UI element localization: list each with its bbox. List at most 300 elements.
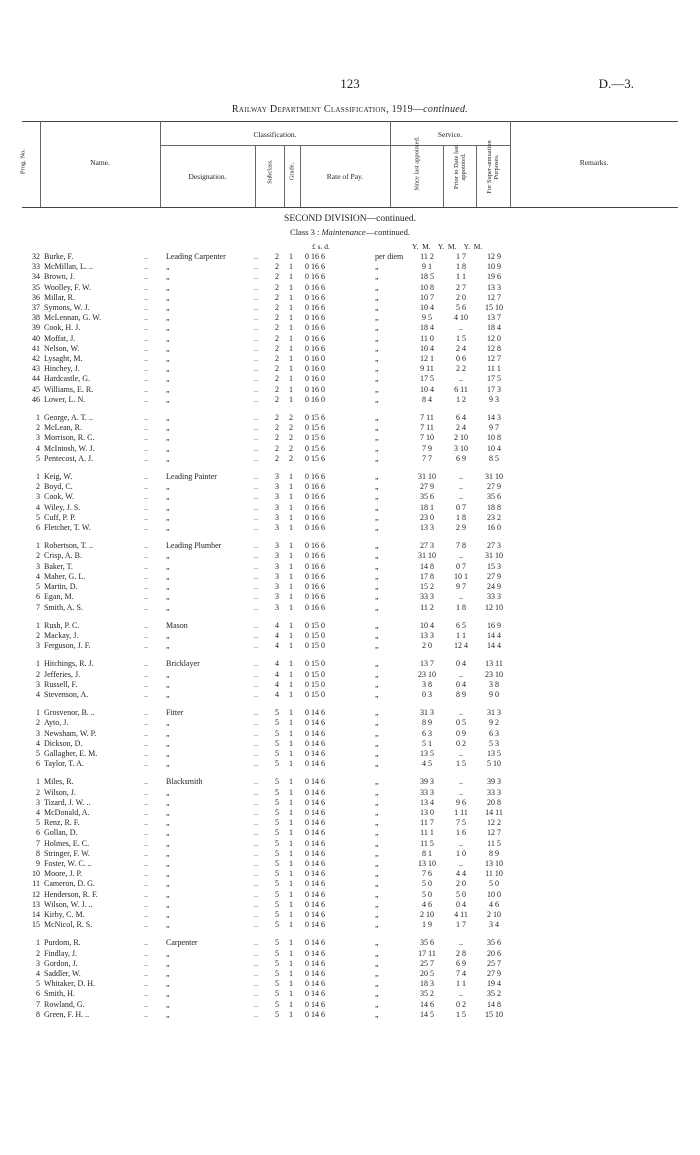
leader-dots: .. — [144, 979, 148, 989]
service-since-last: 18 3 — [420, 979, 434, 989]
designation: „ — [166, 999, 170, 1009]
leader-dots: .. — [254, 777, 258, 787]
prog-no: 4 — [36, 502, 40, 512]
table-row — [22, 252, 511, 262]
service-prior: 10 1 — [454, 571, 468, 581]
class-heading — [0, 227, 700, 237]
subclass: 2 — [275, 343, 279, 353]
leader-dots: .. — [254, 620, 258, 630]
leader-dots: .. — [144, 502, 148, 512]
grade: 1 — [289, 502, 293, 512]
employee-name: Renz, R. F. — [44, 818, 80, 828]
leader-dots: .. — [144, 394, 148, 404]
designation: „ — [166, 561, 170, 571]
grade: 2 — [289, 423, 293, 433]
rate-of-pay: 0 16 6 — [305, 303, 325, 313]
service-super: 10 9 — [487, 262, 501, 272]
grade: 1 — [289, 869, 293, 879]
service-since-last: 31 10 — [418, 472, 436, 482]
pay-period: „ — [375, 443, 379, 453]
rate-of-pay: 0 15 6 — [305, 413, 325, 423]
subclass: 3 — [275, 502, 279, 512]
table-row — [22, 718, 511, 728]
service-since-last: 11 1 — [420, 828, 434, 838]
pay-period: „ — [375, 364, 379, 374]
leader-dots: .. — [144, 708, 148, 718]
subclass: 2 — [275, 252, 279, 261]
table-row — [22, 283, 511, 293]
employee-name: Pentecost, A. J. — [44, 453, 94, 463]
service-since-last: 27 3 — [420, 541, 434, 551]
employee-name: Rowland, G. — [44, 999, 85, 1009]
subclass: 5 — [275, 909, 279, 919]
prog-no: 46 — [32, 394, 40, 404]
service-prior: 0 9 — [456, 728, 466, 738]
prog-no: 2 — [36, 423, 40, 433]
subclass: 5 — [275, 807, 279, 817]
prog-no: 4 — [36, 571, 40, 581]
prog-no: 3 — [36, 728, 40, 738]
divider — [443, 145, 444, 207]
designation: „ — [166, 323, 170, 333]
leader-dots: .. — [144, 958, 148, 968]
subclass: 5 — [275, 748, 279, 758]
rate-of-pay: 0 15 6 — [305, 433, 325, 443]
subclass: 2 — [275, 413, 279, 423]
service-super: 14 3 — [487, 413, 501, 423]
rate-of-pay: 0 14 6 — [305, 838, 325, 848]
leader-dots: .. — [254, 1009, 258, 1019]
leader-dots: .. — [254, 472, 258, 482]
designation: „ — [166, 889, 170, 899]
subclass: 5 — [275, 777, 279, 787]
employee-name: Williams, E. R. — [44, 384, 94, 394]
service-since-last: 12 1 — [420, 354, 434, 364]
leader-dots: .. — [254, 482, 258, 492]
class-italic: Maintenance — [321, 227, 366, 237]
service-super: 12 9 — [487, 252, 501, 261]
table-row — [22, 582, 511, 592]
prog-no: 42 — [32, 354, 40, 364]
service-since-last: 9 1 — [422, 262, 432, 272]
prog-no: 1 — [36, 620, 40, 630]
pay-period: „ — [375, 641, 379, 651]
table-row — [22, 551, 511, 561]
leader-dots: .. — [254, 869, 258, 879]
pay-period: „ — [375, 492, 379, 502]
service-since-last: 10 4 — [420, 343, 434, 353]
prog-no: 15 — [32, 920, 40, 930]
rate-of-pay: 0 14 6 — [305, 969, 325, 978]
group-spacer — [22, 533, 511, 541]
grade: 1 — [289, 828, 293, 838]
service-since-last: 18 5 — [420, 272, 434, 282]
pay-period: „ — [375, 848, 379, 858]
employee-name: Lower, L. N. — [44, 394, 86, 404]
table-row — [22, 444, 511, 454]
designation: „ — [166, 384, 170, 394]
prog-no: 1 — [36, 708, 40, 718]
employee-name: Foster, W. C. .. — [44, 858, 92, 868]
service-prior: .. — [459, 472, 463, 482]
table-row — [22, 344, 511, 354]
designation: Leading Carpenter — [166, 252, 226, 261]
leader-dots: .. — [254, 333, 258, 343]
pay-period: „ — [375, 333, 379, 343]
service-since-last: 8 4 — [422, 394, 432, 404]
service-super: 12 0 — [487, 333, 501, 343]
designation: „ — [166, 303, 170, 313]
pay-period: „ — [375, 909, 379, 919]
pay-period: „ — [375, 343, 379, 353]
pay-period: „ — [375, 413, 379, 423]
service-since-last: 18 4 — [420, 323, 434, 333]
prog-no: 2 — [36, 787, 40, 797]
designation: „ — [166, 482, 170, 492]
service-super: 13 5 — [487, 748, 501, 758]
prog-no: 3 — [36, 958, 40, 968]
employee-name: Newsham, W. P. — [44, 728, 97, 738]
prog-no: 2 — [36, 669, 40, 679]
group-spacer — [22, 700, 511, 708]
leader-dots: .. — [144, 472, 148, 482]
rate-of-pay: 0 16 6 — [305, 282, 325, 292]
service-prior: .. — [459, 708, 463, 718]
rate-of-pay: 0 14 6 — [305, 759, 325, 769]
prog-no: 3 — [36, 679, 40, 689]
table-row — [22, 413, 511, 423]
leader-dots: .. — [254, 641, 258, 651]
grade: 1 — [289, 669, 293, 679]
subclass: 2 — [275, 374, 279, 384]
rate-of-pay: 0 14 6 — [305, 938, 325, 948]
leader-dots: .. — [144, 492, 148, 502]
service-since-last: 15 2 — [420, 582, 434, 592]
table-row — [22, 374, 511, 384]
pay-period: „ — [375, 999, 379, 1009]
leader-dots: .. — [144, 748, 148, 758]
table-row — [22, 949, 511, 959]
rate-of-pay: 0 14 6 — [305, 858, 325, 868]
service-since-last: 14 5 — [420, 1009, 434, 1019]
grade: 1 — [289, 969, 293, 978]
table-row — [22, 910, 511, 920]
leader-dots: .. — [254, 689, 258, 699]
employee-name: Ferguson, J. F. — [44, 641, 91, 651]
service-super: 19 6 — [487, 272, 501, 282]
grade: 1 — [289, 262, 293, 272]
grade: 1 — [289, 641, 293, 651]
service-prior: 0 6 — [456, 354, 466, 364]
employee-name: Stevenson, A. — [44, 689, 89, 699]
rate-of-pay: 0 16 6 — [305, 272, 325, 282]
service-prior: 1 8 — [456, 602, 466, 612]
grade: 1 — [289, 838, 293, 848]
service-prior: 2 4 — [456, 423, 466, 433]
grade: 1 — [289, 759, 293, 769]
service-prior: 1 5 — [456, 759, 466, 769]
employee-name: Tizard, J. W. .. — [44, 797, 91, 807]
service-super: 39 3 — [487, 777, 501, 787]
leader-dots: .. — [254, 592, 258, 602]
rate-of-pay: 0 14 6 — [305, 909, 325, 919]
service-super: 27 9 — [487, 571, 501, 581]
subclass: 5 — [275, 989, 279, 999]
designation: „ — [166, 899, 170, 909]
leader-dots: .. — [144, 413, 148, 423]
subclass: 5 — [275, 838, 279, 848]
service-prior: 2 9 — [456, 523, 466, 533]
col-since-last: Since last appointed. — [413, 136, 421, 191]
pay-period: „ — [375, 630, 379, 640]
leader-dots: .. — [254, 551, 258, 561]
designation: „ — [166, 689, 170, 699]
pay-period: „ — [375, 659, 379, 669]
pay-period: „ — [375, 303, 379, 313]
subclass: 5 — [275, 797, 279, 807]
subclass: 2 — [275, 354, 279, 364]
service-super: 33 3 — [487, 592, 501, 602]
leader-dots: .. — [144, 838, 148, 848]
table-row — [22, 272, 511, 282]
leader-dots: .. — [144, 602, 148, 612]
leader-dots: .. — [144, 889, 148, 899]
service-prior: 9 7 — [456, 582, 466, 592]
service-super: 19 4 — [487, 979, 501, 989]
prog-no: 3 — [36, 433, 40, 443]
employee-name: Wilson, W. J. .. — [44, 899, 93, 909]
service-super: 15 10 — [485, 303, 503, 313]
table-row — [22, 364, 511, 374]
table-row — [22, 879, 511, 889]
employee-name: Boyd, C. — [44, 482, 73, 492]
rate-of-pay: 0 16 6 — [305, 262, 325, 272]
table-row — [22, 603, 511, 613]
service-since-last: 13 3 — [420, 630, 434, 640]
subclass: 2 — [275, 323, 279, 333]
designation: „ — [166, 343, 170, 353]
employee-name: Cook, W. — [44, 492, 75, 502]
service-since-last: 18 1 — [420, 502, 434, 512]
grade: 2 — [289, 413, 293, 423]
prog-no: 1 — [36, 541, 40, 551]
rate-of-pay: 0 14 6 — [305, 879, 325, 889]
table-row — [22, 592, 511, 602]
prog-no: 5 — [36, 512, 40, 522]
table-row — [22, 621, 511, 631]
service-since-last: 20 5 — [420, 969, 434, 978]
table-row — [22, 303, 511, 313]
rate-of-pay: 0 16 6 — [305, 582, 325, 592]
rate-of-pay: 0 16 0 — [305, 354, 325, 364]
employee-name: Findlay, J. — [44, 948, 78, 958]
service-super: 12 7 — [487, 292, 501, 302]
service-since-last: 13 0 — [420, 807, 434, 817]
pay-period: „ — [375, 899, 379, 909]
prog-no: 38 — [32, 313, 40, 323]
pay-period: „ — [375, 453, 379, 463]
service-prior: 1 5 — [456, 333, 466, 343]
leader-dots: .. — [144, 938, 148, 948]
service-prior: 0 7 — [456, 561, 466, 571]
employee-name: Holmes, E. C. — [44, 838, 90, 848]
pay-period: „ — [375, 502, 379, 512]
col-prior-to: Prior to Date last appointed. — [453, 144, 467, 190]
employee-name: Grosvenor, B. .. — [44, 708, 95, 718]
grade: 1 — [289, 848, 293, 858]
col-classification: Classification. — [253, 130, 297, 139]
subclass: 2 — [275, 394, 279, 404]
service-since-last: 11 5 — [420, 838, 434, 848]
pay-period: „ — [375, 620, 379, 630]
designation: „ — [166, 718, 170, 728]
employee-name: Henderson, R. F. — [44, 889, 98, 899]
pay-period: „ — [375, 323, 379, 333]
prog-no: 4 — [36, 443, 40, 453]
header-top-rule — [22, 121, 678, 122]
prog-no: 6 — [36, 828, 40, 838]
employee-name: McNicol, R. S. — [44, 920, 93, 930]
grade: 1 — [289, 561, 293, 571]
service-super: 24 9 — [487, 582, 501, 592]
rate-of-pay: 0 14 6 — [305, 777, 325, 787]
rate-of-pay: 0 14 6 — [305, 787, 325, 797]
grade: 1 — [289, 718, 293, 728]
pay-period: „ — [375, 354, 379, 364]
subclass: 5 — [275, 920, 279, 930]
grade: 1 — [289, 728, 293, 738]
pay-period: „ — [375, 828, 379, 838]
grade: 1 — [289, 541, 293, 551]
designation: Leading Painter — [166, 472, 217, 482]
table-row — [22, 759, 511, 769]
service-since-last: 27 9 — [420, 482, 434, 492]
prog-no: 12 — [32, 889, 40, 899]
employee-name: Brown, J. — [44, 272, 75, 282]
service-prior: 6 11 — [454, 384, 468, 394]
prog-no: 7 — [36, 838, 40, 848]
employee-name: McDonald, A. — [44, 807, 90, 817]
designation: „ — [166, 272, 170, 282]
designation: Fitter — [166, 708, 184, 718]
leader-dots: .. — [254, 879, 258, 889]
leader-dots: .. — [254, 889, 258, 899]
table-row — [22, 708, 511, 718]
leader-dots: .. — [144, 523, 148, 533]
service-prior: .. — [459, 938, 463, 948]
leader-dots: .. — [144, 641, 148, 651]
leader-dots: .. — [144, 869, 148, 879]
subclass: 2 — [275, 292, 279, 302]
service-prior: 0 5 — [456, 718, 466, 728]
col-service: Service. — [437, 130, 463, 139]
leader-dots: .. — [254, 728, 258, 738]
service-since-last: 13 7 — [420, 659, 434, 669]
pay-period: „ — [375, 679, 379, 689]
leader-dots: .. — [254, 920, 258, 930]
service-super: 16 9 — [487, 620, 501, 630]
prog-no: 13 — [32, 899, 40, 909]
service-prior: 0 7 — [456, 502, 466, 512]
service-super: 17 5 — [487, 374, 501, 384]
designation: „ — [166, 502, 170, 512]
leader-dots: .. — [144, 728, 148, 738]
service-since-last: 5 0 — [422, 879, 432, 889]
prog-no: 6 — [36, 759, 40, 769]
grade: 1 — [289, 252, 293, 261]
designation: „ — [166, 669, 170, 679]
employee-name: Saddler, W. — [44, 969, 81, 978]
rate-of-pay: 0 16 6 — [305, 333, 325, 343]
rate-of-pay: 0 14 6 — [305, 818, 325, 828]
service-since-last: 9 5 — [422, 313, 432, 323]
leader-dots: .. — [144, 282, 148, 292]
pay-period: „ — [375, 889, 379, 899]
grade: 1 — [289, 523, 293, 533]
service-super: 6 3 — [489, 728, 499, 738]
table-row — [22, 334, 511, 344]
leader-dots: .. — [144, 759, 148, 769]
group-spacer — [22, 769, 511, 777]
service-since-last: 31 10 — [418, 551, 436, 561]
leader-dots: .. — [144, 303, 148, 313]
service-prior: .. — [459, 374, 463, 384]
designation: „ — [166, 282, 170, 292]
leader-dots: .. — [254, 523, 258, 533]
subclass: 3 — [275, 592, 279, 602]
table-row — [22, 503, 511, 513]
grade: 1 — [289, 958, 293, 968]
leader-dots: .. — [144, 689, 148, 699]
rate-of-pay: 0 15 6 — [305, 443, 325, 453]
pay-period: „ — [375, 571, 379, 581]
designation: „ — [166, 523, 170, 533]
designation: „ — [166, 443, 170, 453]
employee-name: McLennan, G. W. — [44, 313, 102, 323]
service-prior: 1 8 — [456, 512, 466, 522]
service-super: 12 10 — [485, 602, 503, 612]
leader-dots: .. — [254, 979, 258, 989]
leader-dots: .. — [254, 858, 258, 868]
table-row — [22, 900, 511, 910]
service-prior: .. — [459, 551, 463, 561]
service-since-last: 23 10 — [418, 669, 436, 679]
leader-dots: .. — [144, 969, 148, 978]
service-prior: 1 7 — [456, 920, 466, 930]
subclass: 5 — [275, 848, 279, 858]
divider — [160, 145, 390, 146]
rate-of-pay: 0 14 6 — [305, 738, 325, 748]
table-row — [22, 293, 511, 303]
table-row — [22, 472, 511, 482]
service-prior: 6 5 — [456, 620, 466, 630]
grade: 1 — [289, 920, 293, 930]
grade: 1 — [289, 938, 293, 948]
grade: 1 — [289, 738, 293, 748]
leader-dots: .. — [144, 582, 148, 592]
employee-name: Cameron, D. G. — [44, 879, 95, 889]
grade: 1 — [289, 592, 293, 602]
rate-of-pay: 0 14 6 — [305, 1009, 325, 1019]
prog-no: 45 — [32, 384, 40, 394]
service-super: 13 7 — [487, 313, 501, 323]
service-super: 27 9 — [487, 482, 501, 492]
service-super: 35 2 — [487, 989, 501, 999]
service-super: 33 3 — [487, 787, 501, 797]
subclass: 3 — [275, 541, 279, 551]
subclass: 3 — [275, 472, 279, 482]
designation: „ — [166, 909, 170, 919]
